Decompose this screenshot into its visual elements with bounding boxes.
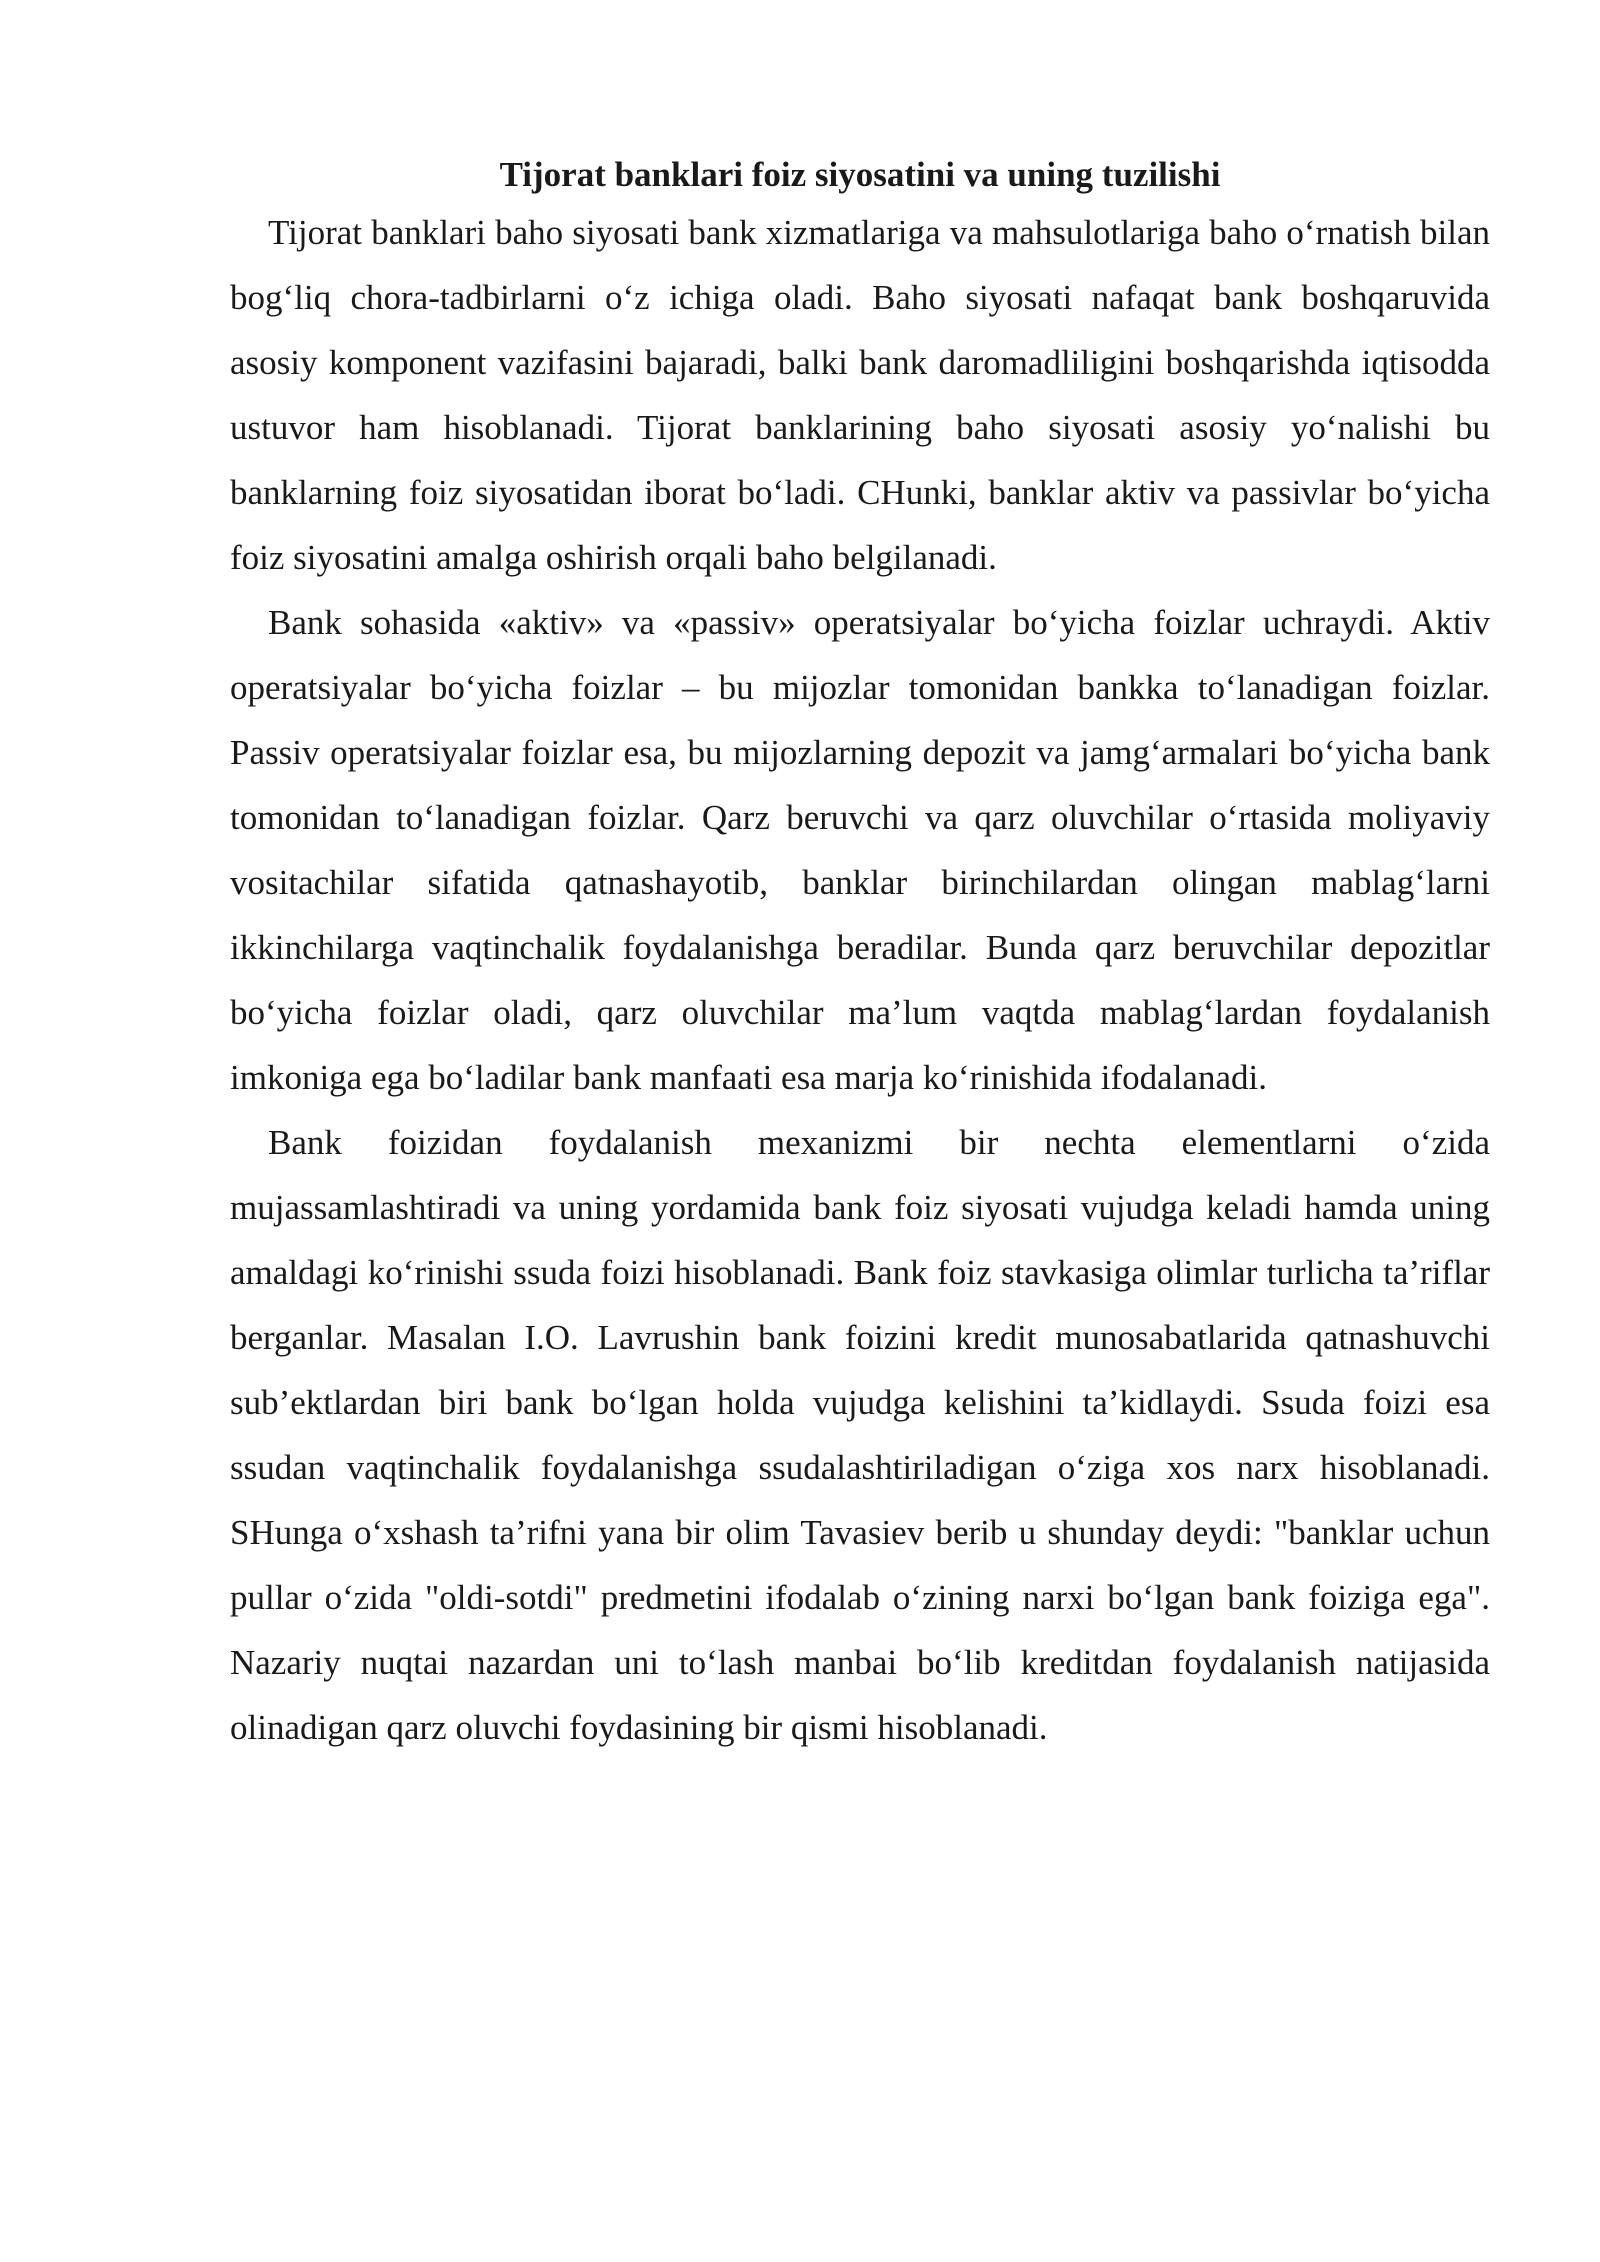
paragraph-2: Bank sohasida «aktiv» va «passiv» operatsiyalar bo‘yicha foizlar uchraydi. Aktiv operatsiyalar bo‘yicha foizlar – bu mijozlar tomonidan bankka to‘lanadigan foizlar. Passiv operatsiyalar foizlar esa, bu mijozlarning depozit va jamg‘armalari bo‘yicha bank tomonidan to‘lanadigan foizlar. Qarz beruvchi va qarz oluvchilar o‘rtasida moliyaviy vositachilar sifatida qatnashayotib, banklar birinchilardan olingan mablag‘larni ikkinchilarga vaqtinchalik foydalanishga beradilar. Bunda qarz beruvchilar depozitlar bo‘yicha foizlar oladi, qarz oluvchilar ma’lum vaqtda mablag‘lardan foydalanish imkoniga ega bo‘ladilar bank manfaati esa marja ko‘rinishida ifodalanadi.: [230, 603, 1490, 1097]
paragraph-1: Tijorat banklari baho siyosati bank xizmatlariga va mahsulotlariga baho o‘rnatish bilan bog‘liq chora-tadbirlarni o‘z ichiga oladi. Baho siyosati nafaqat bank boshqaruvida asosiy komponent vazifasini bajaradi, balki bank daromadliligini boshqarishda iqtisodda ustuvor ham hisoblanadi. Tijorat banklarining baho siyosati asosiy yo‘nalishi bu banklarning foiz siyosatidan iborat bo‘ladi. CHunki, banklar aktiv va passivlar bo‘yicha foiz siyosatini amalga oshirish orqali baho belgilanadi.: [230, 213, 1490, 577]
document-title: Tijorat banklari foiz siyosatini va uning tuzilishi: [499, 155, 1221, 194]
document-page: [230, 150, 1490, 1760]
paragraph-3: Bank foizidan foydalanish mexanizmi bir nechta elementlarni o‘zida mujassamlashtiradi va uning yordamida bank foiz siyosati vujudga keladi hamda uning amaldagi ko‘rinishi ssuda foizi hisoblanadi. Bank foiz stavkasiga olimlar turlicha ta’riflar berganlar. Masalan I.O. Lavrushin bank foizini kredit munosabatlarida qatnashuvchi sub’ektlardan biri bank bo‘lgan holda vujudga kelishini ta’kidlaydi. Ssuda foizi esa ssudan vaqtinchalik foydalanishga ssudalashtiriladigan o‘ziga xos narx hisoblanadi. SHunga o‘xshash ta’rifni yana bir olim Tavasiev berib u shunday deydi: "banklar uchun pullar o‘zida "oldi-sotdi" predmetini ifodalab o‘zining narxi bo‘lgan bank foiziga ega". Nazariy nuqtai nazardan uni to‘lash manbai bo‘lib kreditdan foydalanish natijasida olinadigan qarz oluvchi foydasining bir qismi hisoblanadi.: [230, 1123, 1490, 1747]
